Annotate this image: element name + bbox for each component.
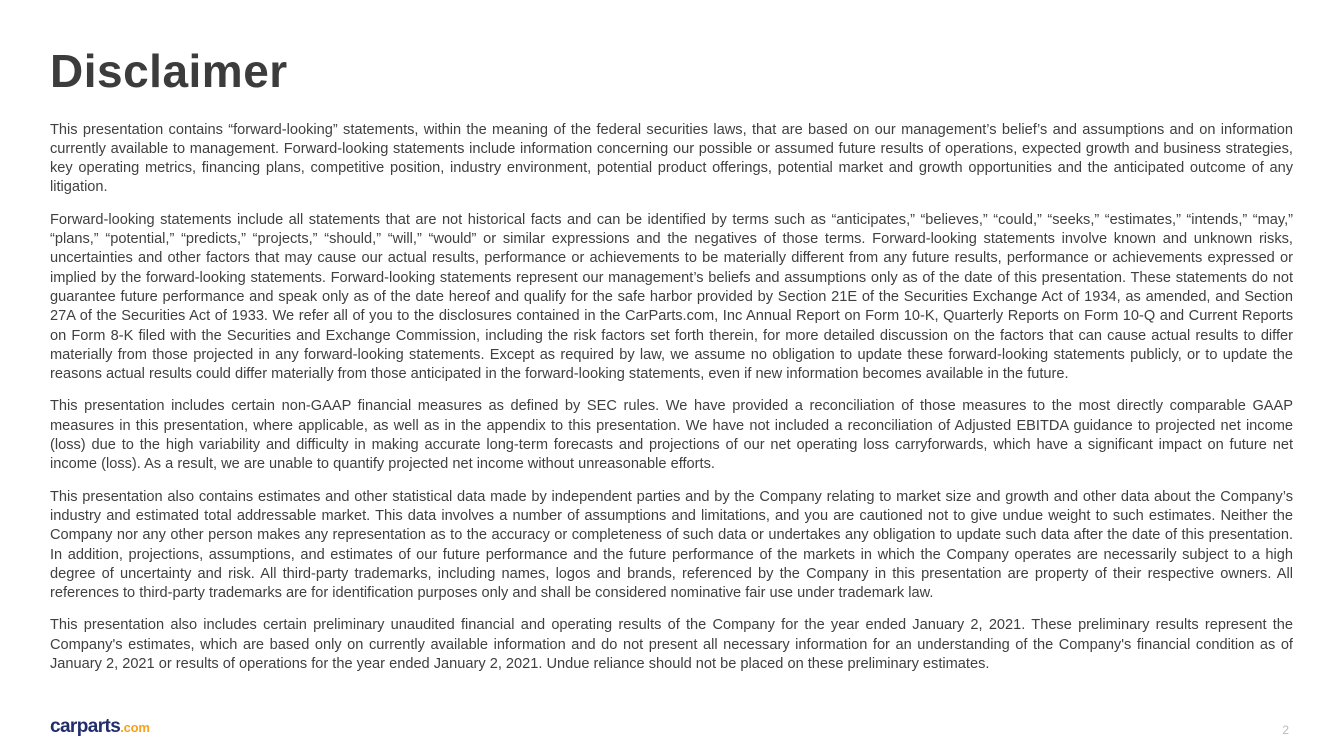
page-title: Disclaimer (50, 45, 288, 97)
slide-footer (50, 717, 1289, 736)
disclaimer-paragraph-preliminary-results: This presentation also includes certain preliminary unaudited financial and operating results of the Company for the year ended January 2, 2021. These preliminary results represent the Company's estimates, which are based only on currently available information and do not present all necessary information for an understanding of the Company's financial condition as of January 2, 2021 or results of operations for the year ended January 2, 2021. Undue reliance should not be placed on these preliminary estimates. (50, 617, 1293, 673)
carparts-logo (50, 717, 150, 736)
page-number: 2 (1282, 723, 1289, 737)
disclaimer-paragraph-forward-looking-detail: Forward-looking statements include all statements that are not historical facts and can be identified by terms such as “anticipates,” “believes,” “could,” “seeks,” “estimates,” “intends,” “may,” “plans,” “potential,” “predicts,” “projects,” “should,” “will,” “would” or similar expressions and the negatives of those terms. Forward-looking statements involve known and unknown risks, uncertainties and other factors that may cause our actual results, performance or achievements to be materially different from any future results, performance or achievements expressed or implied by the forward-looking statements. Forward-looking statements represent our management’s beliefs and assumptions only as of the date of this presentation. These statements do not guarantee future performance and speak only as of the date hereof and qualify for the safe harbor provided by Section 21E of the Securities Exchange Act of 1934, as amended, and Section 27A of the Securities Act of 1933. We refer all of you to the disclosures contained in the CarParts.com, Inc Annual Report on Form 10-K, Quarterly Reports on Form 10-Q and Current Reports on Form 8-K filed with the Securities and Exchange Commission, including the risk factors set forth therein, for more detailed discussion on the factors that can cause actual results to differ materially from those projected in any forward-looking statements. Except as required by law, we assume no obligation to update these forward-looking statements publicly, or to update the reasons actual results could differ materially from those anticipated in the forward-looking statements, even if new information becomes available in the future. (50, 211, 1293, 383)
disclaimer-paragraph-forward-looking-intro: This presentation contains “forward-looking” statements, within the meaning of the federal securities laws, that are based on our management’s belief’s and assumptions and on information currently available to management. Forward-looking statements include information concerning our possible or assumed future results of operations, expected growth and business strategies, key operating metrics, financing plans, competitive position, industry environment, potential product offerings, potential market and growth opportunities and the anticipated outcome of any litigation. (50, 121, 1293, 196)
disclaimer-paragraph-non-gaap: This presentation includes certain non-GAAP financial measures as defined by SEC rules. We have provided a reconciliation of those measures to the most directly comparable GAAP measures in this presentation, where applicable, as well as in the appendix to this presentation. We have not included a reconciliation of Adjusted EBITDA guidance to projected net income (loss) due to the high variability and difficulty in making accurate long-term forecasts and projections of our net operating loss carryforwards, which have a significant impact on future net income (loss). As a result, we are unable to quantify projected net income without unreasonable efforts. (50, 398, 1293, 473)
logo-tld: .com (120, 720, 150, 735)
disclaimer-body (50, 121, 1293, 675)
logo-wordmark: carparts (50, 716, 121, 737)
disclaimer-paragraph-estimates-trademarks: This presentation also contains estimates and other statistical data made by independent parties and by the Company relating to market size and growth and other data about the Company’s industry and estimated total addressable market. This data involves a number of assumptions and limitations, and you are cautioned not to give undue weight to such estimates. Neither the Company nor any other person makes any representation as to the accuracy or completeness of such data or undertakes any obligation to update such data after the date of this presentation. In addition, projections, assumptions, and estimates of our future performance and the future performance of the markets in which the Company operates are necessarily subject to a high degree of uncertainty and risk. All third-party trademarks, including names, logos and brands, referenced by the Company in this presentation are property of their respective owners. All references to third-party trademarks are for identification purposes only and shall be considered nominative fair use under trademark law. (50, 488, 1293, 602)
